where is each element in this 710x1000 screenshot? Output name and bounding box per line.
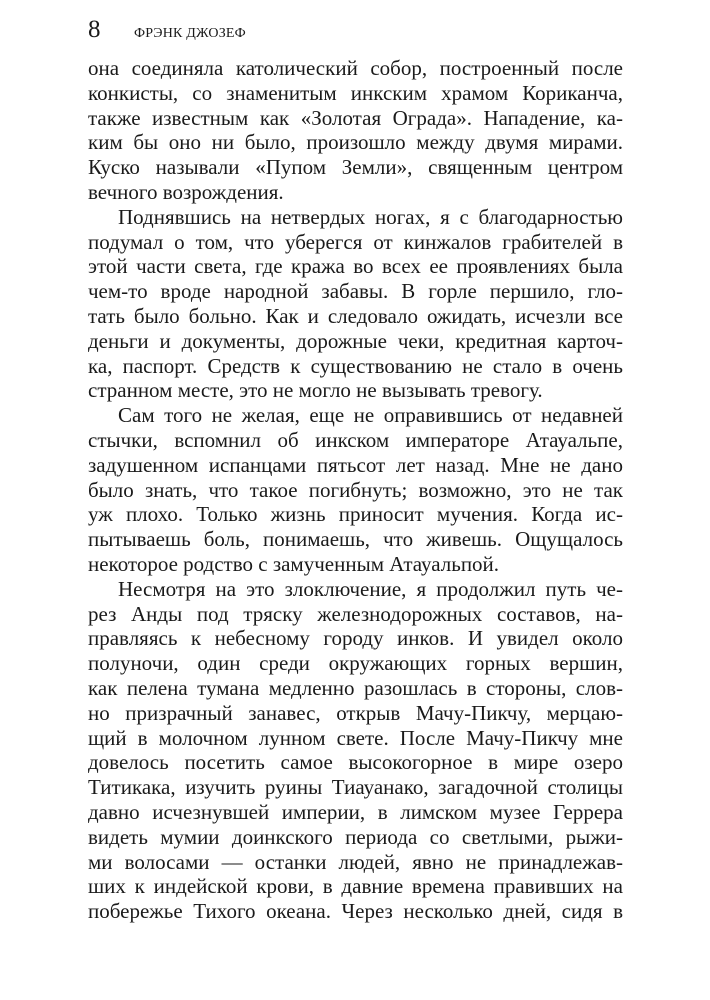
running-head-author: ФРЭНК ДЖОЗЕФ (134, 26, 246, 41)
text-line: Куско называли «Пупом Земли», священным центром (88, 155, 623, 180)
paragraph (88, 56, 623, 205)
running-head (88, 16, 623, 52)
text-line: конкисты, со знаменитым инкским храмом Кориканча, (88, 80, 623, 105)
text-line: Поднявшись на нетвердых ногах, я с благодарностью (118, 204, 623, 229)
text-line: ка, паспорт. Средств к существованию не стало в очень (88, 353, 623, 378)
text-line: странном месте, это не могло не вызывать тревогу. (88, 378, 543, 403)
text-line: пытываешь боль, понимаешь, что живешь. Ощущалось (88, 527, 623, 552)
text-line: щий в молочном лунном свете. После Мачу-Пикчу мне (88, 725, 623, 750)
text-line: Несмотря на это злоключение, я продолжил путь че- (118, 576, 623, 601)
text-line: деньги и документы, дорожные чеки, кредитная карточ- (88, 328, 623, 353)
text-line: чем-то вроде народной забавы. В горле першило, гло- (88, 279, 623, 304)
text-line: побережье Тихого океана. Через несколько дней, сидя в (88, 899, 623, 924)
text-line: также известным как «Золотая Ограда». Нападение, ка- (88, 105, 623, 130)
text-line: рез Анды под тряску железнодорожных составов, на- (88, 601, 623, 626)
text-line: видеть мумии доинкского периода со светлыми, рыжи- (88, 824, 623, 849)
text-line: ших к индейской крови, в давние времена правивших на (88, 874, 623, 899)
paragraph (88, 403, 623, 577)
text-line: как пелена тумана медленно разошлась в стороны, слов- (88, 675, 623, 700)
text-line: стычки, вспомнил об инкском императоре Атауальпе, (88, 427, 623, 452)
text-line: ким бы оно ни было, произошло между двумя мирами. (88, 130, 623, 155)
text-line: некоторое родство с замученным Атауальпой. (88, 551, 500, 576)
text-line: но призрачный занавес, открыв Мачу-Пикчу, мерцаю- (88, 700, 623, 725)
text-line: подумал о том, что уберегся от кинжалов грабителей в (88, 229, 623, 254)
text-line: этой части света, где кража во всех ее проявлениях была (88, 254, 623, 279)
text-line: правляясь к небесному городу инков. И увидел около (88, 626, 623, 651)
text-line: она соединяла католический собор, построенный после (88, 56, 623, 80)
paragraph (88, 205, 623, 403)
text-line: Титикака, изучить руины Тиауанако, загадочной столицы (88, 775, 623, 800)
text-line: тать было больно. Как и следовало ожидать, исчезли все (88, 303, 623, 328)
text-line: полуночи, один среди окружающих горных вершин, (88, 651, 623, 676)
text-line: вечного возрождения. (88, 179, 284, 204)
page-number: 8 (88, 16, 101, 43)
book-page (88, 16, 623, 924)
text-line: уж плохо. Только жизнь приносит мучения. Когда ис- (88, 502, 623, 527)
text-line: задушенном испанцами пятьсот лет назад. Мне не дано (88, 452, 623, 477)
paragraph (88, 577, 623, 924)
text-line: давно исчезнувшей империи, в лимском музее Геррера (88, 799, 623, 824)
text-line: довелось посетить самое высокогорное в мире озеро (88, 750, 623, 775)
body-text (88, 56, 623, 924)
text-line: Сам того не желая, еще не оправившись от недавней (118, 403, 623, 428)
text-line: было знать, что такое погибнуть; возможно, это не так (88, 477, 623, 502)
text-line: ми волосами — останки людей, явно не принадлежав- (88, 849, 623, 874)
